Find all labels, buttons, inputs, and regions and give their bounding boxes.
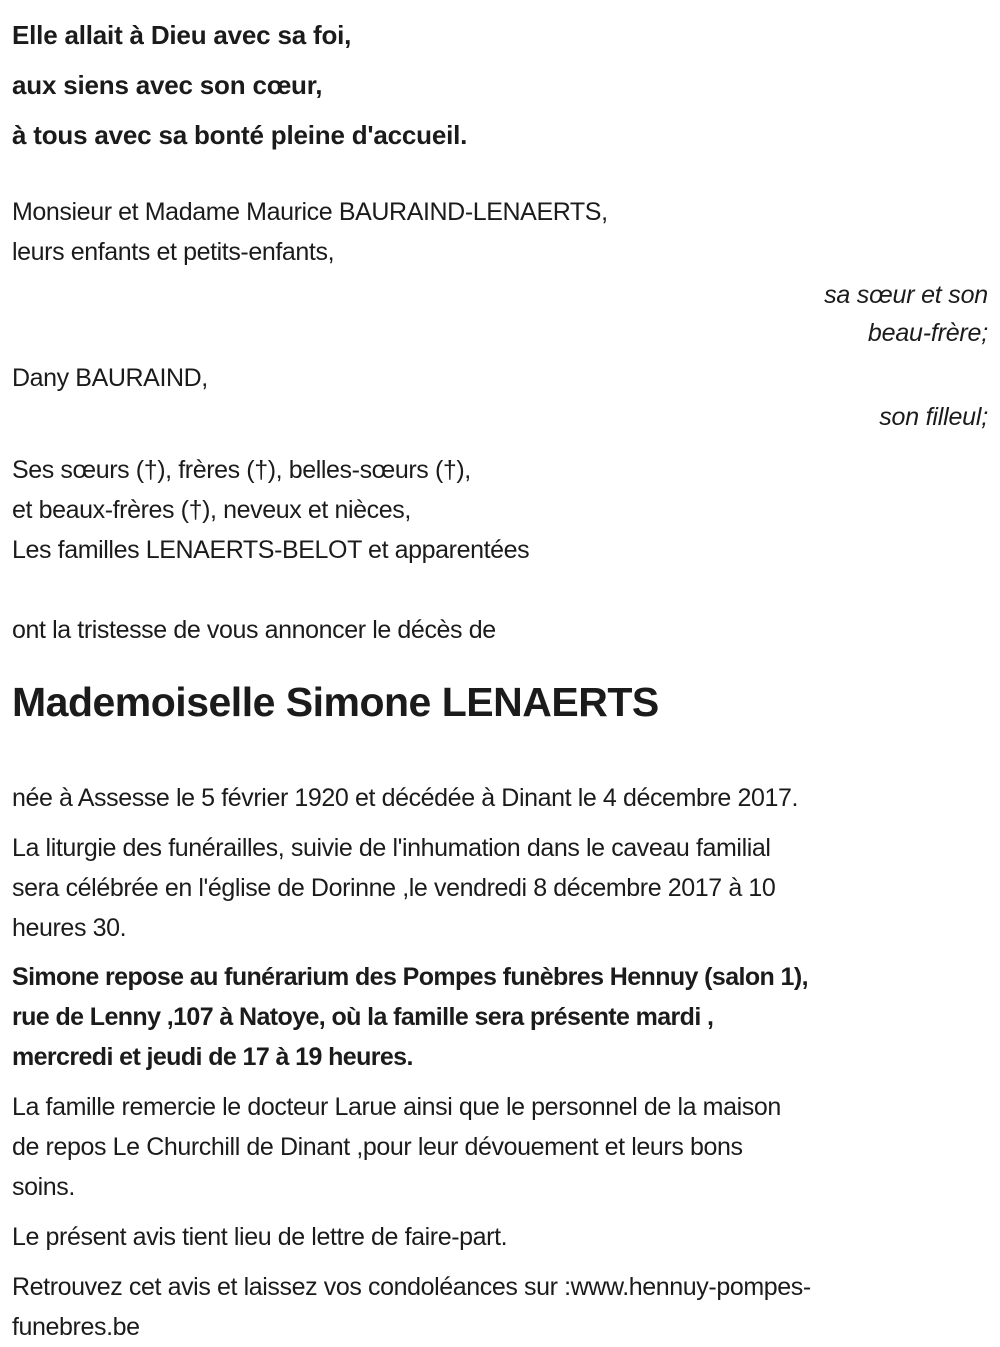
- mourners-group-1: [12, 192, 988, 272]
- condolences-line-1: Retrouvez cet avis et laissez vos condoléances sur :www.hennuy-pompes-: [12, 1273, 811, 1301]
- ceremony-line-2: sera célébrée en l'église de Dorinne ,le vendredi 8 décembre 2017 à 10: [12, 874, 776, 902]
- mourners-group-3: [12, 450, 988, 570]
- funerarium-line-1: Simone repose au funérarium des Pompes funèbres Hennuy (salon 1),: [12, 963, 808, 991]
- ceremony-line-3: heures 30.: [12, 914, 127, 942]
- funerarium-paragraph: [12, 957, 988, 1077]
- epigraph: [12, 10, 988, 160]
- thanks-line-3: soins.: [12, 1173, 75, 1201]
- faire-part-text: Le présent avis tient lieu de lettre de faire-part.: [12, 1223, 508, 1251]
- deceased-name-heading: Mademoiselle Simone LENAERTS: [12, 679, 659, 725]
- epigraph-line-3: à tous avec sa bonté pleine d'accueil.: [12, 120, 468, 150]
- funerarium-line-3: mercredi et jeudi de 17 à 19 heures.: [12, 1043, 413, 1071]
- mourners-group-3-line-1: Ses sœurs (†), frères (†), belles-sœurs (†),: [12, 456, 471, 484]
- thanks-line-2: de repos Le Churchill de Dinant ,pour leur dévouement et leurs bons: [12, 1133, 743, 1161]
- condolences-paragraph: [12, 1267, 988, 1347]
- mourners-group-1-line-2: leurs enfants et petits-enfants,: [12, 238, 335, 266]
- relation-note-1-line-1: sa sœur et son: [824, 281, 988, 309]
- mourners-group-2: [12, 358, 988, 398]
- death-notice-document: [12, 10, 988, 1347]
- relation-note-1-line-2: beau-frère;: [867, 319, 988, 347]
- mourners-group-3-line-3: Les familles LENAERTS-BELOT et apparentées: [12, 536, 530, 564]
- mourners-group-3-line-2: et beaux-frères (†), neveux et nièces,: [12, 496, 411, 524]
- condolences-line-2: funebres.be: [12, 1313, 140, 1341]
- thanks-paragraph: [12, 1087, 988, 1207]
- announcement-text: ont la tristesse de vous annoncer le décès de: [12, 616, 496, 644]
- relation-note-2-line-1: son filleul;: [879, 403, 988, 431]
- relation-note-2: [12, 398, 988, 436]
- epigraph-line-1: Elle allait à Dieu avec sa foi,: [12, 20, 352, 50]
- funerarium-line-2: rue de Lenny ,107 à Natoye, où la famille sera présente mardi ,: [12, 1003, 714, 1031]
- life-dates-text: née à Assesse le 5 février 1920 et décédée à Dinant le 4 décembre 2017.: [12, 784, 799, 812]
- ceremony-line-1: La liturgie des funérailles, suivie de l'inhumation dans le caveau familial: [12, 834, 771, 862]
- mourners-group-1-line-1: Monsieur et Madame Maurice BAURAIND-LENAERTS,: [12, 198, 608, 226]
- epigraph-line-2: aux siens avec son cœur,: [12, 70, 323, 100]
- mourners-group-2-line-1: Dany BAURAIND,: [12, 364, 208, 392]
- relation-note-1: [12, 276, 988, 352]
- thanks-line-1: La famille remercie le docteur Larue ainsi que le personnel de la maison: [12, 1093, 781, 1121]
- ceremony-paragraph: [12, 828, 988, 948]
